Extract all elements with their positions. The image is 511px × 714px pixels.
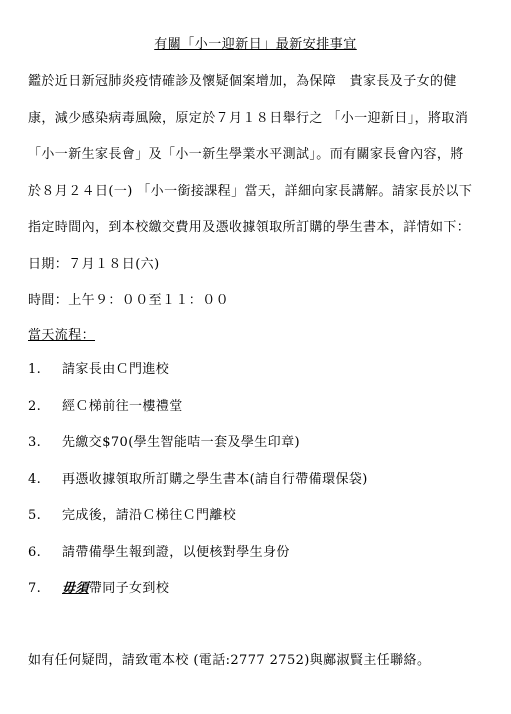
list-item	[28, 541, 368, 559]
step-text: 請家長由Ｃ門進校	[62, 362, 170, 377]
step-text: 請帶備學生報到證，以便核對學生身份	[62, 544, 290, 560]
step-number: 6.	[28, 544, 42, 560]
step-text: 完成後，請沿Ｃ梯往Ｃ門離校	[62, 508, 237, 523]
intro-paragraph	[28, 70, 488, 326]
steps-list	[28, 358, 368, 614]
intro-line: 康，減少感染病毒風險，原定於７月１８日舉行之 「小一迎新日」，將取消	[28, 110, 469, 126]
step-text: 先繳交$70(學生智能咭一套及學生印章)	[62, 435, 300, 450]
contact-footer: 如有任何疑問，請致電本校 (電話:2777 2752)與鄺淑賢主任聯絡。	[28, 653, 431, 668]
date-line: 日期：７月１８日(六)	[28, 256, 160, 272]
step-number: 4.	[28, 471, 42, 487]
list-item	[28, 358, 368, 376]
list-item	[28, 395, 368, 413]
time-line: 時間：上午９：００至１１：００	[28, 293, 230, 308]
intro-line: 「小一新生家長會」及「小一新生學業水平測試」。而有關家長會內容，將	[28, 147, 464, 162]
intro-line: 於８月２４日(一) 「小一銜接課程」當天，詳細向家長講解。請家長於以下	[28, 183, 473, 199]
step-number: 5.	[28, 508, 42, 523]
page-title: 有關「小一迎新日」最新安排事宜	[154, 37, 357, 52]
intro-line: 鑑於近日新冠肺炎疫情確診及懷疑個案增加，為保障 貴家長及子女的健	[28, 74, 457, 89]
list-item	[28, 468, 368, 486]
step-number: 1.	[28, 362, 42, 377]
list-item	[28, 577, 368, 595]
step-number: 7.	[28, 581, 42, 596]
list-item	[28, 504, 368, 522]
list-item	[28, 431, 368, 449]
step-text: 經Ｃ梯前往一樓禮堂	[62, 398, 183, 414]
emphasis-text: 毋須	[62, 581, 89, 596]
intro-line: 指定時間內，到本校繳交費用及憑收據領取所訂購的學生書本，詳情如下：	[28, 220, 471, 235]
step-number: 3.	[28, 435, 42, 450]
step-number: 2.	[28, 398, 42, 414]
step-text: 再憑收據領取所訂購之學生書本(請自行帶備環保袋)	[62, 471, 368, 487]
step-text: 帶同子女到校	[88, 581, 170, 596]
section-heading: 當天流程：	[28, 328, 96, 343]
